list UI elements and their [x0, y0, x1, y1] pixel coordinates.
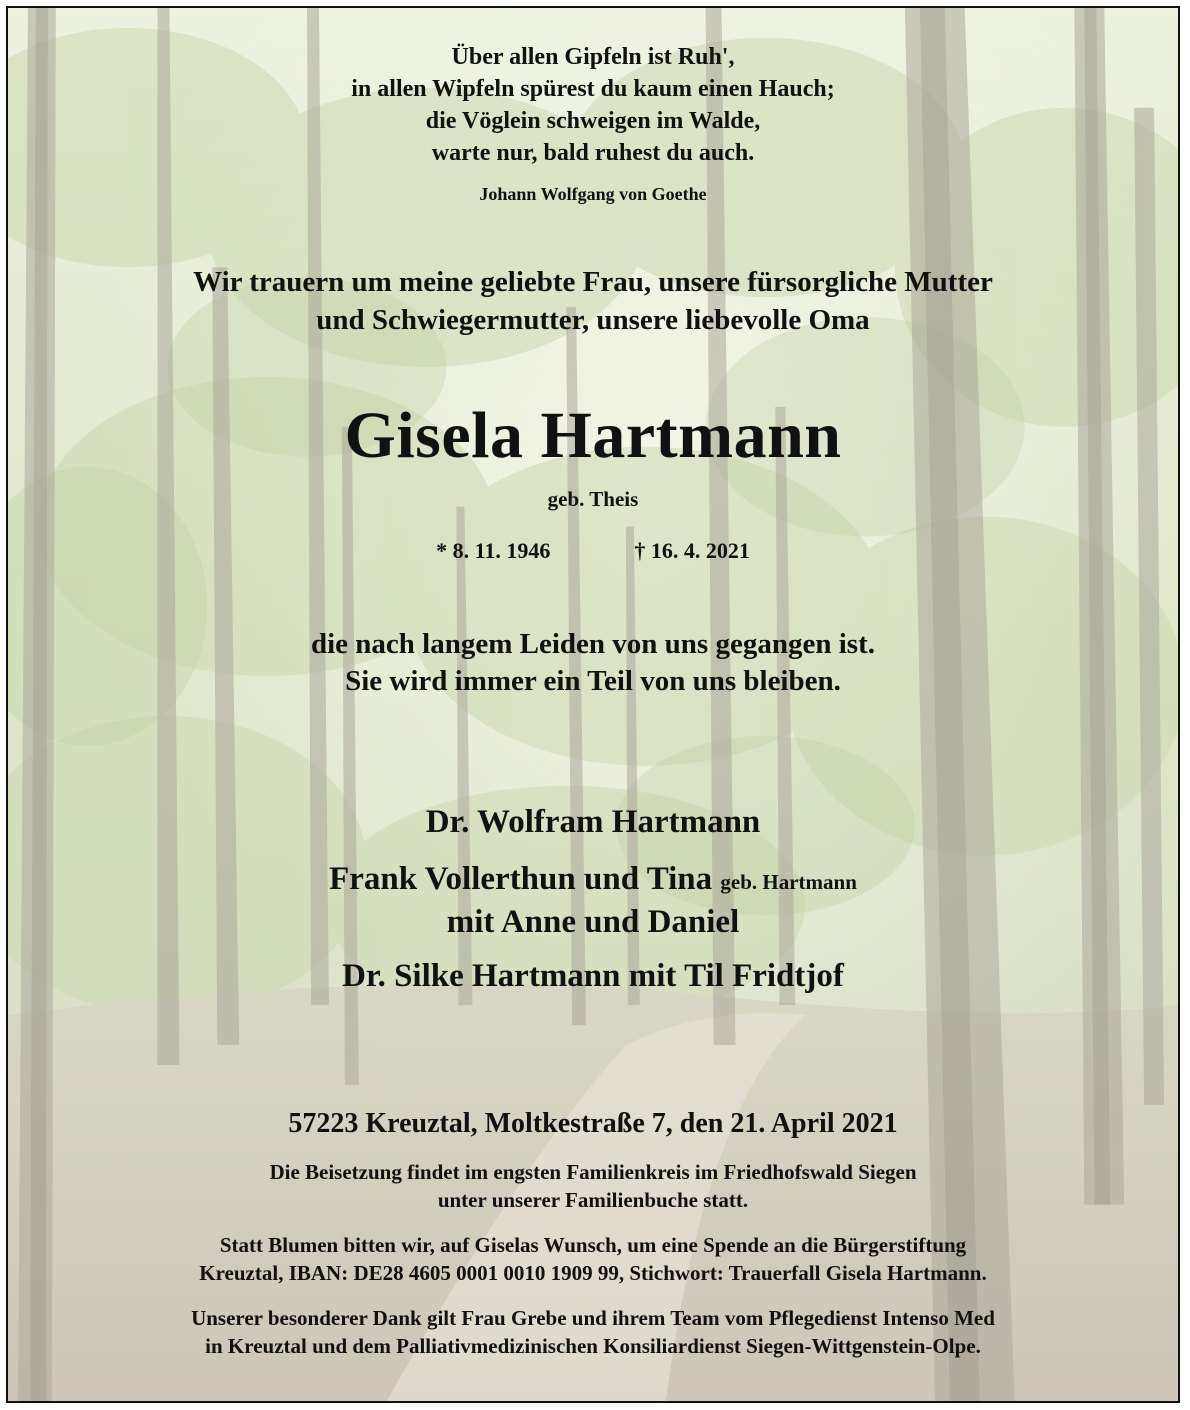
- poem-line: warte nur, bald ruhest du auch.: [431, 140, 755, 166]
- address-date: 57223 Kreuztal, Moltkestraße 7, den 21. April 2021: [288, 1108, 898, 1139]
- donation-note: Kreuztal, IBAN: DE28 4605 0001 0010 1909 99, Stichwort: Trauerfall Gisela Hartmann.: [199, 1261, 987, 1285]
- deceased-name: Gisela Hartmann: [344, 399, 842, 472]
- burial-note: Die Beisetzung findet im engsten Familienkreis im Friedhofswald Siegen: [269, 1160, 917, 1184]
- birth-date: * 8. 11. 1946: [436, 538, 551, 563]
- mourner: mit Anne und Daniel: [446, 904, 740, 940]
- life-dates: [8, 538, 1178, 564]
- birth-name: geb. Theis: [547, 487, 639, 511]
- obituary-frame: [6, 6, 1180, 1403]
- obituary-content: [8, 8, 1178, 1401]
- mourner-birth-name: geb. Hartmann: [720, 870, 857, 894]
- death-date: † 16. 4. 2021: [634, 538, 750, 563]
- poem-line: in allen Wipfeln spürest du kaum einen Hauch;: [351, 76, 835, 102]
- poem-line: Über allen Gipfeln ist Ruh',: [451, 44, 735, 70]
- thanks-note: Unserer besonderer Dank gilt Frau Grebe und ihrem Team vom Pflegedienst Intenso Med: [191, 1306, 995, 1330]
- intro-line: Wir trauern um meine geliebte Frau, unsere fürsorgliche Mutter: [193, 266, 993, 298]
- mourner-name: Frank Vollerthun und Tina: [329, 861, 713, 897]
- mourner: Dr. Silke Hartmann mit Til Fridtjof: [342, 958, 844, 994]
- donation-note: Statt Blumen bitten wir, auf Giselas Wunsch, um eine Spende an die Bürgerstiftung: [219, 1233, 967, 1257]
- burial-note: unter unserer Familienbuche statt.: [437, 1188, 749, 1212]
- message-line: Sie wird immer ein Teil von uns bleiben.: [345, 665, 841, 697]
- poem-author: Johann Wolfgang von Goethe: [479, 184, 707, 204]
- poem-line: die Vöglein schweigen im Walde,: [425, 108, 761, 134]
- message-line: die nach langem Leiden von uns gegangen ist.: [311, 628, 875, 660]
- thanks-note: in Kreuztal und dem Palliativmedizinischen Konsiliardienst Siegen-Wittgenstein-Olpe.: [205, 1334, 981, 1358]
- intro-line: und Schwiegermutter, unsere liebevolle Oma: [316, 304, 870, 336]
- mourner: Dr. Wolfram Hartmann: [425, 804, 761, 840]
- mourner: [8, 861, 1178, 898]
